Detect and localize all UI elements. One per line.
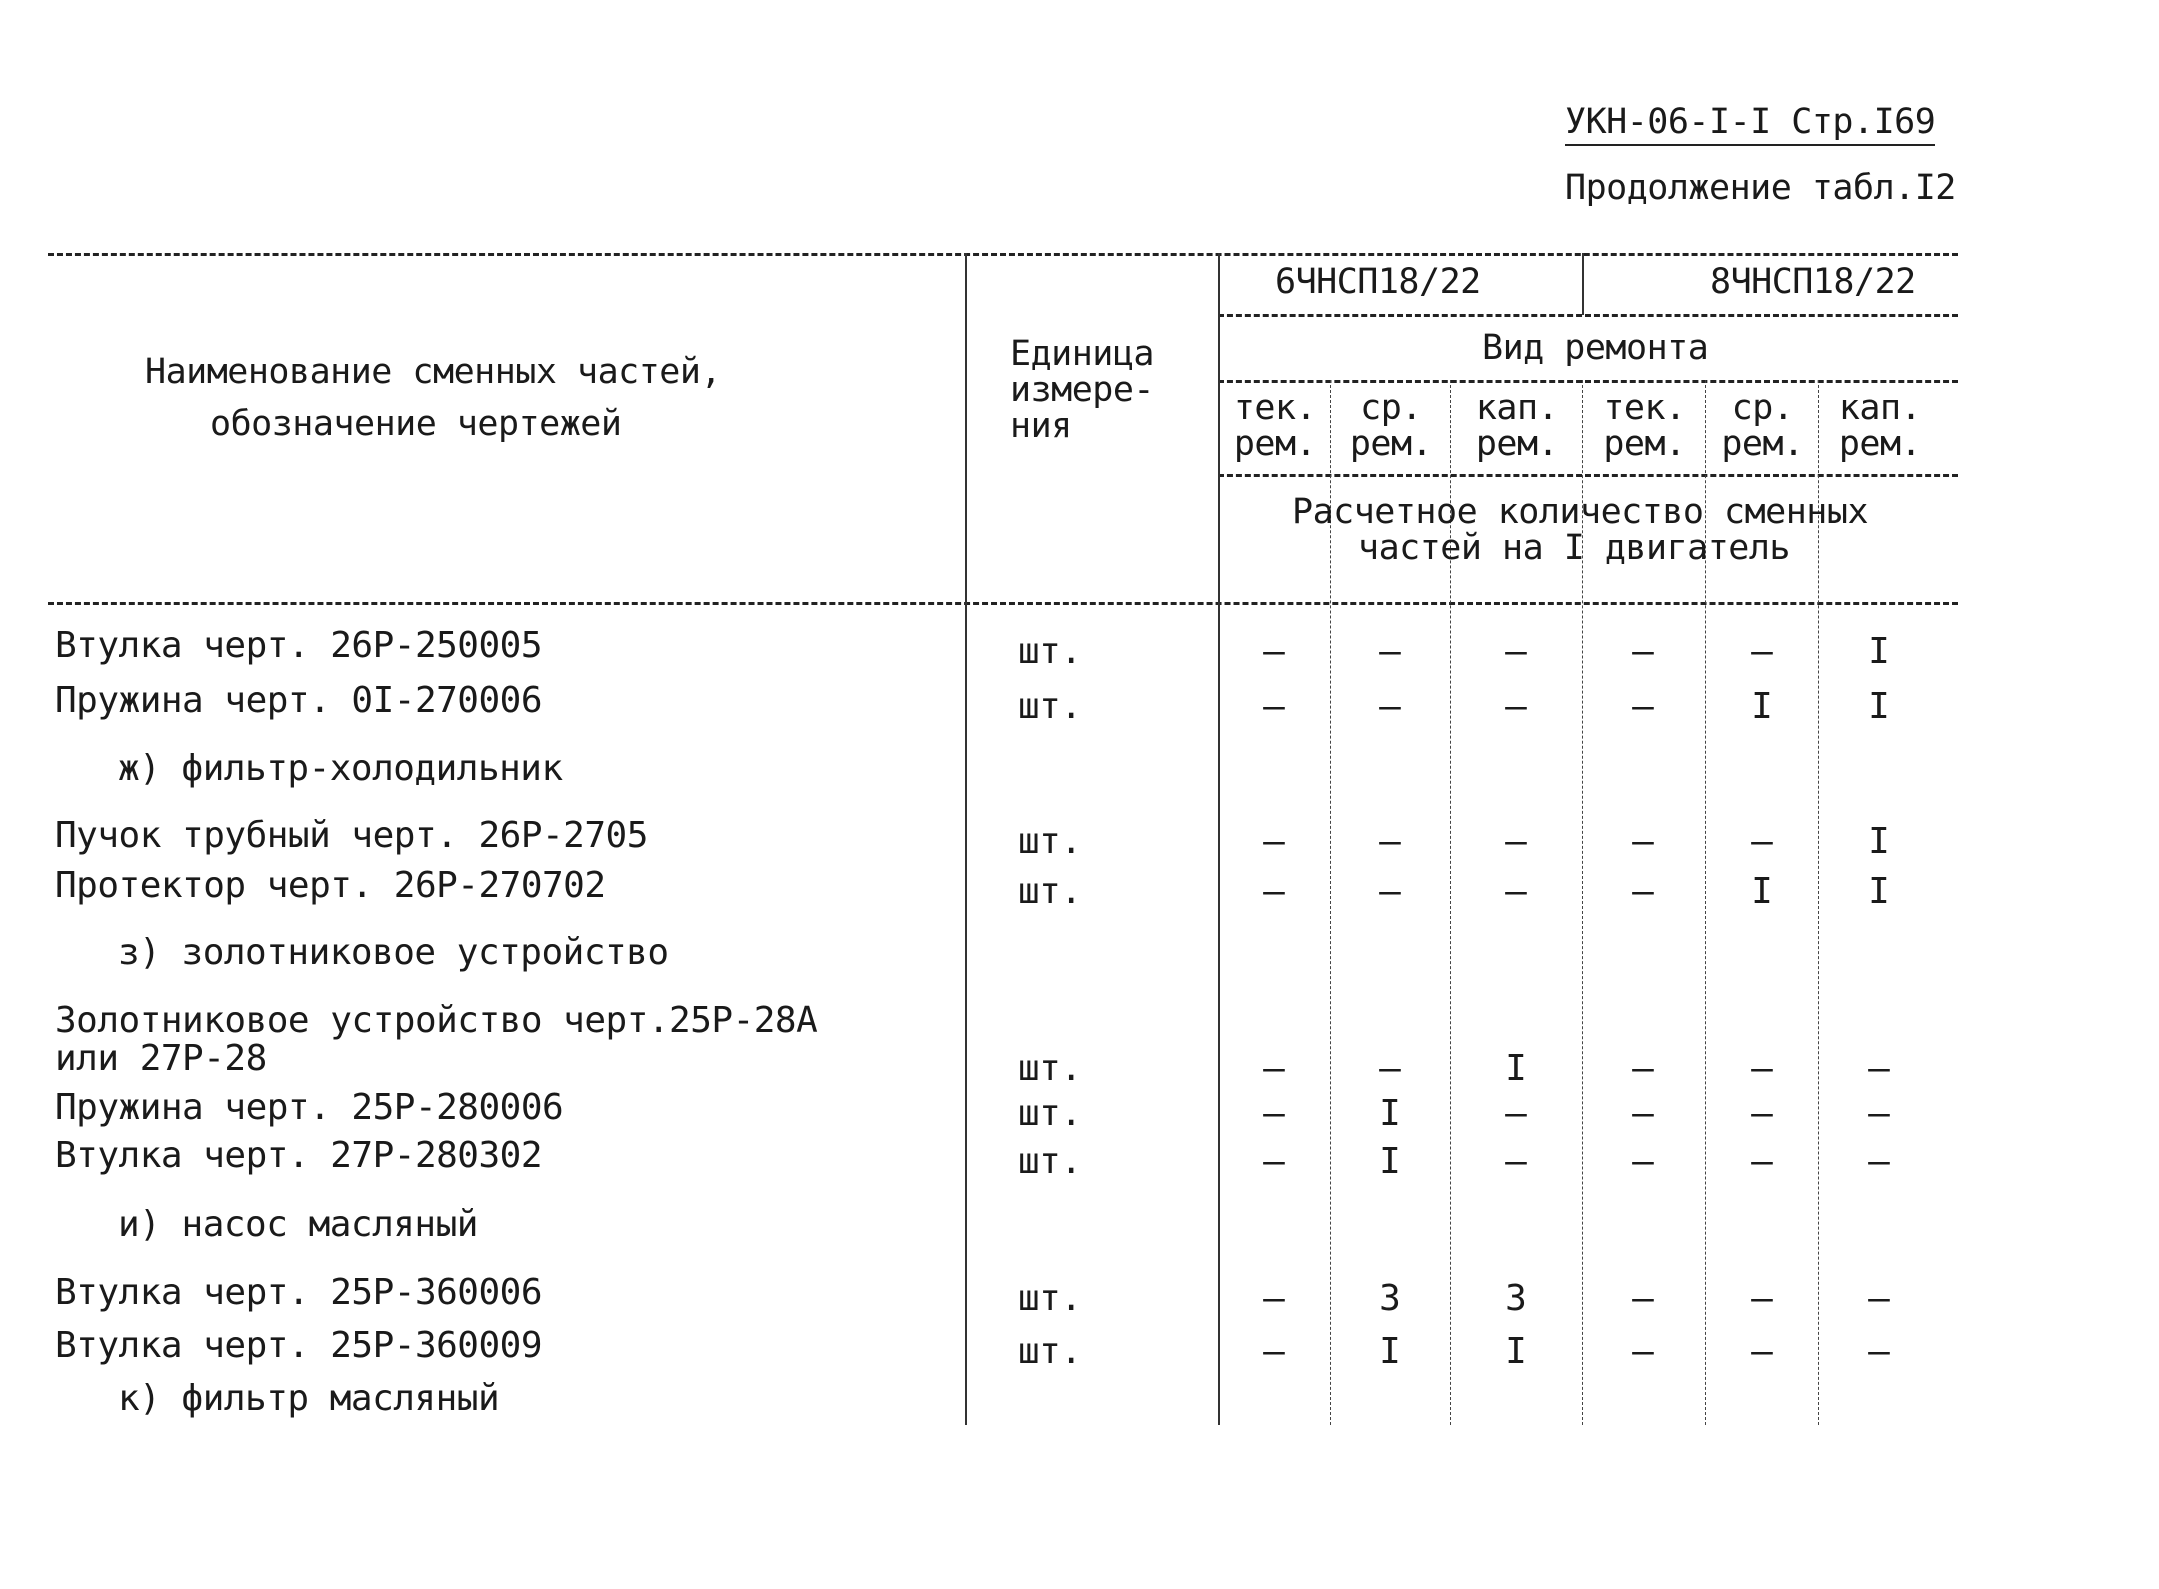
- row-value-col-1: –: [1263, 1278, 1285, 1319]
- document-reference: УКН-06-I-I Стр.I69: [1565, 102, 1935, 146]
- row-value-col-4: –: [1632, 871, 1654, 912]
- name-unit-column-divider: [965, 253, 967, 1425]
- table-top-border: [48, 253, 1958, 256]
- row-value-col-6: I: [1868, 821, 1890, 862]
- row-value-col-6: –: [1868, 1093, 1890, 1134]
- row-part-name-continued: или 27Р-28: [55, 1038, 267, 1079]
- row-unit: шт.: [1018, 1331, 1082, 1372]
- calc-quantity-header-line1: Расчетное количество сменных: [1292, 492, 1869, 532]
- row-value-col-4: –: [1632, 1048, 1654, 1089]
- row-value-col-2: –: [1379, 686, 1401, 727]
- row-value-col-6: –: [1868, 1048, 1890, 1089]
- section-heading: к) фильтр масляный: [118, 1378, 500, 1419]
- subcol-divider-5: [1818, 380, 1819, 1425]
- subcol-sr-2: ср. рем.: [1721, 388, 1804, 464]
- subcol-kap-2: кап. рем.: [1838, 388, 1922, 464]
- section-heading: ж) фильтр-холодильник: [118, 748, 563, 789]
- row-value-col-3: –: [1505, 631, 1527, 672]
- row-value-col-1: –: [1263, 821, 1285, 862]
- row-value-col-1: –: [1263, 631, 1285, 672]
- unit-column-header-line2: измере-: [1010, 370, 1155, 410]
- row-value-col-3: –: [1505, 821, 1527, 862]
- row-value-col-4: –: [1632, 821, 1654, 862]
- row-value-col-5: –: [1751, 1141, 1773, 1182]
- row-value-col-5: I: [1751, 686, 1773, 727]
- row-part-name: Пучок трубный черт. 26Р-2705: [55, 815, 648, 856]
- repair-type-header: Вид ремонта: [1482, 328, 1709, 368]
- row-value-col-6: –: [1868, 1331, 1890, 1372]
- row-value-col-1: –: [1263, 1331, 1285, 1372]
- row-part-name: Втулка черт. 25Р-360006: [55, 1272, 542, 1313]
- row-value-col-5: –: [1751, 821, 1773, 862]
- row-part-name: Втулка черт. 25Р-360009: [55, 1325, 542, 1366]
- table-continuation-label: Продолжение табл.I2: [1565, 168, 1956, 208]
- engine-6-header: 6ЧНСП18/22: [1275, 262, 1481, 302]
- row-value-col-6: –: [1868, 1141, 1890, 1182]
- row-unit: шт.: [1018, 1278, 1082, 1319]
- row-value-col-5: –: [1751, 1093, 1773, 1134]
- engine-header-divider: [1218, 314, 1958, 317]
- row-value-col-3: –: [1505, 1093, 1527, 1134]
- repair-type-divider: [1218, 380, 1958, 383]
- row-unit: шт.: [1018, 1141, 1082, 1182]
- engine-8-header: 8ЧНСП18/22: [1710, 262, 1916, 302]
- engine-column-divider: [1582, 253, 1584, 315]
- row-value-col-3: –: [1505, 686, 1527, 727]
- row-value-col-1: –: [1263, 686, 1285, 727]
- row-value-col-3: I: [1505, 1048, 1527, 1089]
- row-value-col-1: –: [1263, 871, 1285, 912]
- row-value-col-5: –: [1751, 1278, 1773, 1319]
- subcol-tek-1: тек. рем.: [1233, 388, 1317, 464]
- calc-quantity-header-line2: частей на I двигатель: [1358, 528, 1791, 568]
- unit-column-header-line3: ния: [1010, 406, 1072, 446]
- subcol-sr-1: ср. рем.: [1349, 388, 1433, 464]
- row-value-col-1: –: [1263, 1141, 1285, 1182]
- row-part-name: Втулка черт. 27Р-280302: [55, 1135, 542, 1176]
- section-heading: з) золотниковое устройство: [118, 932, 669, 973]
- row-value-col-6: I: [1868, 686, 1890, 727]
- row-value-col-6: I: [1868, 871, 1890, 912]
- row-value-col-3: I: [1505, 1331, 1527, 1372]
- row-value-col-2: I: [1379, 1093, 1401, 1134]
- row-part-name: Золотниковое устройство черт.25Р-28А: [55, 1000, 818, 1041]
- row-unit: шт.: [1018, 821, 1082, 862]
- unit-column-header-line1: Единица: [1010, 334, 1155, 374]
- row-part-name: Пружина черт. 25Р-280006: [55, 1087, 564, 1128]
- header-bottom-border: [48, 602, 1958, 605]
- row-unit: шт.: [1018, 686, 1082, 727]
- section-heading: и) насос масляный: [118, 1204, 478, 1245]
- subcol-kap-1: кап. рем.: [1475, 388, 1559, 464]
- row-value-col-2: –: [1379, 631, 1401, 672]
- row-value-col-2: –: [1379, 1048, 1401, 1089]
- subcol-divider-1: [1330, 380, 1331, 1425]
- row-value-col-5: I: [1751, 871, 1773, 912]
- row-value-col-4: –: [1632, 631, 1654, 672]
- row-value-col-2: –: [1379, 871, 1401, 912]
- name-column-header-line2: обозначение чертежей: [210, 404, 622, 444]
- row-value-col-3: –: [1505, 871, 1527, 912]
- row-value-col-4: –: [1632, 1278, 1654, 1319]
- row-part-name: Протектор черт. 26Р-270702: [55, 865, 606, 906]
- row-value-col-4: –: [1632, 1141, 1654, 1182]
- row-value-col-5: –: [1751, 631, 1773, 672]
- row-unit: шт.: [1018, 1048, 1082, 1089]
- subcol-tek-2: тек. рем.: [1603, 388, 1686, 464]
- subcol-divider: [1218, 474, 1958, 477]
- row-value-col-4: –: [1632, 1093, 1654, 1134]
- name-column-header-line1: Наименование сменных частей,: [145, 352, 722, 392]
- row-value-col-2: I: [1379, 1141, 1401, 1182]
- row-value-col-2: –: [1379, 821, 1401, 862]
- row-value-col-2: 3: [1379, 1278, 1401, 1319]
- row-value-col-1: –: [1263, 1048, 1285, 1089]
- row-unit: шт.: [1018, 631, 1082, 672]
- row-value-col-5: –: [1751, 1048, 1773, 1089]
- row-value-col-6: –: [1868, 1278, 1890, 1319]
- row-value-col-5: –: [1751, 1331, 1773, 1372]
- row-value-col-4: –: [1632, 1331, 1654, 1372]
- row-value-col-2: I: [1379, 1331, 1401, 1372]
- row-value-col-1: –: [1263, 1093, 1285, 1134]
- row-value-col-4: –: [1632, 686, 1654, 727]
- row-part-name: Втулка черт. 26Р-250005: [55, 625, 542, 666]
- row-part-name: Пружина черт. 0I-270006: [55, 680, 542, 721]
- row-value-col-6: I: [1868, 631, 1890, 672]
- row-value-col-3: 3: [1505, 1278, 1527, 1319]
- row-value-col-3: –: [1505, 1141, 1527, 1182]
- row-unit: шт.: [1018, 1093, 1082, 1134]
- row-unit: шт.: [1018, 871, 1082, 912]
